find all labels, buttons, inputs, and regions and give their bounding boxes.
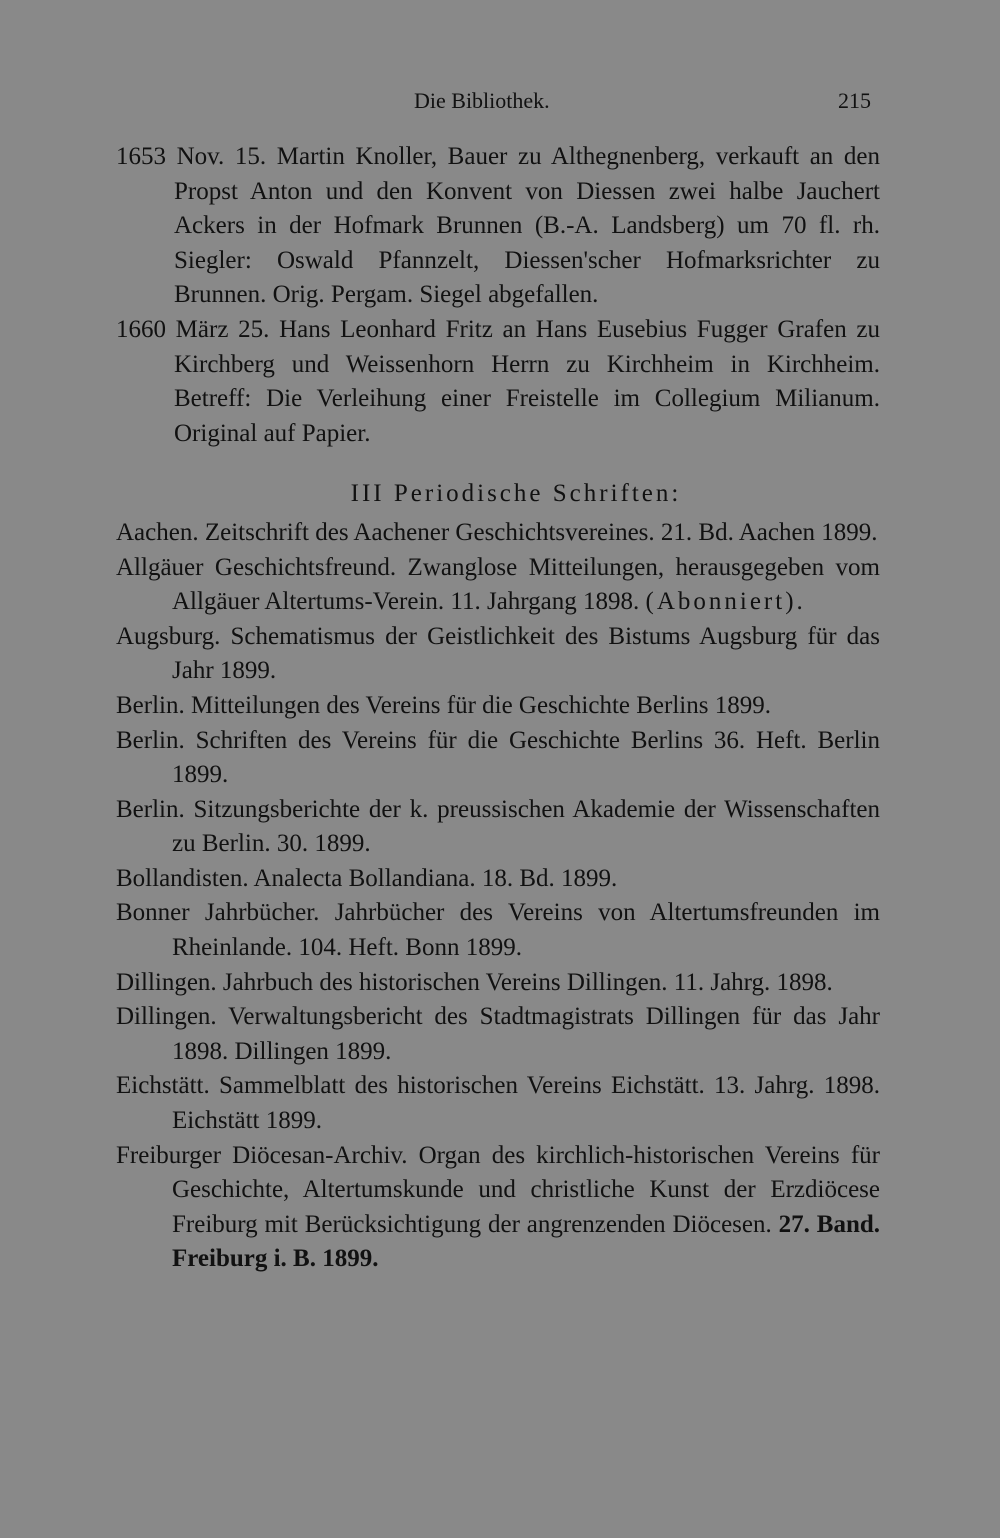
periodical-entry: [116, 551, 880, 620]
charter-date: 1653 Nov. 15.: [116, 143, 267, 170]
periodical-entry: Berlin. Mitteilungen des Vereins für die Geschichte Berlins 1899.: [116, 691, 771, 719]
periodical-entry: [116, 1139, 880, 1277]
periodical-entry: Bollandisten. Analecta Bollandiana. 18. Bd. 1899.: [116, 864, 618, 892]
page-body: [116, 140, 880, 1277]
periodical-note: (Abonniert).: [645, 588, 806, 616]
section-heading: III Periodische Schriften:: [350, 480, 682, 508]
periodical-entry: Dillingen. Jahrbuch des historischen Vereins Dillingen. 11. Jahrg. 1898.: [116, 968, 833, 996]
charter-text: Martin Knoller, Bauer zu Althegnenberg, verkauft an den Propst Anton und den Konvent von Diessen zwei halbe Jauchert Ackers in der Hofmark Brunnen (B.-A. Landsberg) um 70 fl. rh. Siegler: Oswald Pfannzelt, Diessen'scher Hofmarksrichter zu Brunnen. Orig. Pergam. Siegel abgefallen.: [174, 143, 881, 309]
charter-text: Hans Leonhard Fritz an Hans Eusebius Fugger Grafen zu Kirchberg und Weissenhorn Herrn zu Kirchheim in Kirchheim. Betreff: Die Verleihung einer Freistelle im Collegium Milianum. Original auf Papier.: [174, 315, 881, 447]
periodical-entry: Aachen. Zeitschrift des Aachener Geschichtsvereines. 21. Bd. Aachen 1899.: [116, 518, 878, 546]
periodical-entry: Berlin. Schriften des Vereins für die Geschichte Berlins 36. Heft. Berlin 1899.: [116, 726, 880, 789]
periodical-entry: Bonner Jahrbücher. Jahrbücher des Vereins von Altertumsfreunden im Rheinlande. 104. Heft. Bonn 1899.: [116, 899, 880, 962]
periodical-entry: Berlin. Sitzungsberichte der k. preussischen Akademie der Wissenschaften zu Berlin. 30. 1899.: [116, 795, 880, 858]
periodical-text: Allgäuer Geschichtsfreund. Zwanglose Mitteilungen, herausgegeben vom Allgäuer Altertums-Verein. 11. Jahrgang 1898.: [116, 553, 880, 616]
running-head-title: Die Bibliothek.: [414, 88, 550, 113]
charter-entry: [116, 140, 880, 313]
periodical-entry: Dillingen. Verwaltungsbericht des Stadtmagistrats Dillingen für das Jahr 1898. Dillingen 1899.: [116, 1003, 880, 1065]
charter-date: 1660 März 25.: [116, 315, 270, 343]
page-number: 215: [838, 88, 871, 113]
periodical-tail: 27. Band. Freiburg i. B. 1899.: [172, 1210, 881, 1273]
periodical-entry: Eichstätt. Sammelblatt des historischen Vereins Eichstätt. 13. Jahrg. 1898. Eichstätt 1899.: [116, 1072, 880, 1135]
charter-entry: [116, 313, 880, 451]
periodical-entry: Augsburg. Schematismus der Geistlichkeit des Bistums Augsburg für das Jahr 1899.: [116, 622, 880, 685]
running-head: [0, 84, 1000, 120]
periodical-text: Freiburger Diöcesan-Archiv. Organ des kirchlich-historischen Vereins für Geschichte, Altertumskunde und christliche Kunst der Erzdiöcese Freiburg mit Berücksichtigung der angrenzenden Diöcesen.: [116, 1141, 880, 1238]
